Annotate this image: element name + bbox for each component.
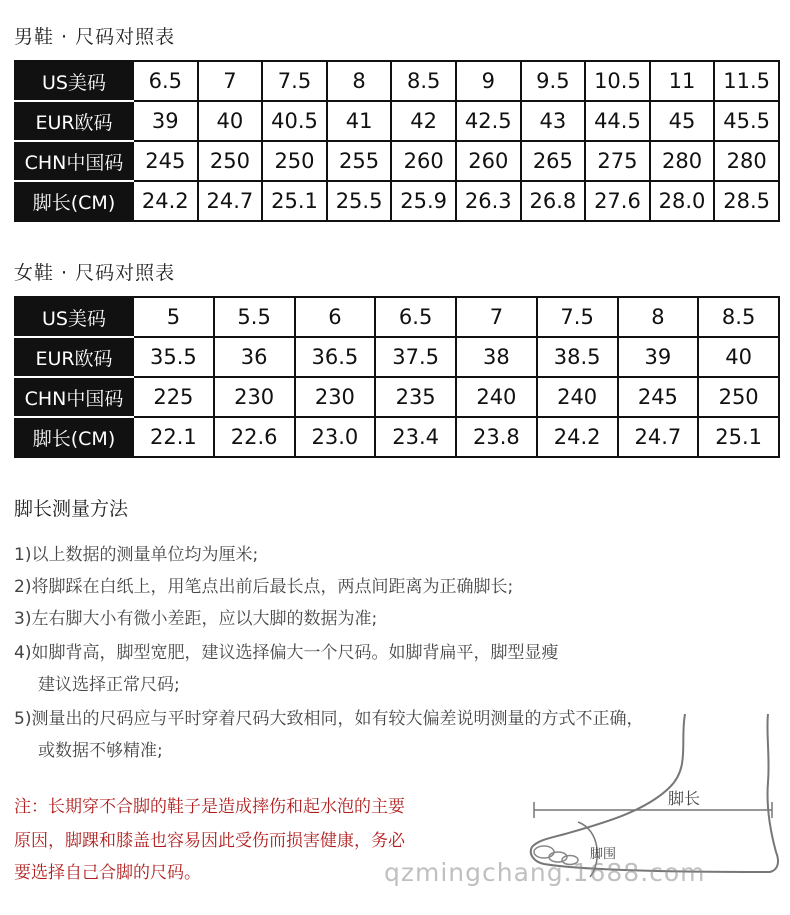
table-cell: 22.1 (133, 417, 214, 457)
row-header: CHN中国码 (15, 377, 133, 417)
table-cell: 240 (456, 377, 537, 417)
table-cell: 45.5 (714, 101, 779, 141)
table-row (15, 141, 779, 181)
table-cell: 38 (456, 337, 537, 377)
method-line: 1)以上数据的测量单位均为厘米; (14, 545, 259, 565)
table-cell: 225 (133, 377, 214, 417)
table-cell: 22.6 (214, 417, 295, 457)
table-cell: 250 (698, 377, 779, 417)
table-row (15, 181, 779, 221)
table-cell: 26.3 (456, 181, 521, 221)
measure-method-title: 脚长测量方法 (14, 498, 129, 520)
table-cell: 7 (198, 61, 263, 101)
table-cell: 25.9 (391, 181, 456, 221)
foot-length-label: 脚长 (668, 791, 701, 808)
table-cell: 23.0 (295, 417, 376, 457)
watermark: qzmingchang.1688.com (384, 858, 706, 887)
table-cell: 35.5 (133, 337, 214, 377)
table-cell: 8 (618, 297, 699, 337)
table-cell: 45 (650, 101, 715, 141)
table-cell: 7 (456, 297, 537, 337)
table-row (15, 337, 779, 377)
table-cell: 7.5 (262, 61, 327, 101)
table-cell: 245 (618, 377, 699, 417)
table-cell: 6.5 (133, 61, 198, 101)
table-cell: 250 (262, 141, 327, 181)
method-line: 3)左右脚大小有微小差距，应以大脚的数据为准; (14, 609, 378, 629)
table-cell: 27.6 (585, 181, 650, 221)
table-row (15, 377, 779, 417)
method-line: 或数据不够精准; (38, 741, 163, 761)
table-cell: 40 (698, 337, 779, 377)
table-cell: 42 (391, 101, 456, 141)
table-cell: 260 (456, 141, 521, 181)
table-cell: 5.5 (214, 297, 295, 337)
table-cell: 260 (391, 141, 456, 181)
table-cell: 6 (295, 297, 376, 337)
table-cell: 36 (214, 337, 295, 377)
table-cell: 39 (618, 337, 699, 377)
table-cell: 8.5 (391, 61, 456, 101)
table-cell: 10.5 (585, 61, 650, 101)
table-cell: 25.5 (327, 181, 392, 221)
table-cell: 7.5 (537, 297, 618, 337)
table-cell: 25.1 (698, 417, 779, 457)
row-header: US美码 (15, 61, 133, 101)
table-row (15, 417, 779, 457)
table-cell: 275 (585, 141, 650, 181)
table-cell: 25.1 (262, 181, 327, 221)
table-cell: 39 (133, 101, 198, 141)
foot-girth-label: 脚围 (590, 846, 617, 861)
note-line: 注：长期穿不合脚的鞋子是造成摔伤和起水泡的主要 (14, 797, 405, 817)
row-header: 脚长(CM) (15, 181, 133, 221)
table-cell: 9.5 (521, 61, 586, 101)
table-cell: 26.8 (521, 181, 586, 221)
method-line: 建议选择正常尺码; (38, 675, 180, 695)
foot-outline (531, 714, 778, 872)
table-cell: 255 (327, 141, 392, 181)
table-cell: 280 (650, 141, 715, 181)
table-cell: 235 (375, 377, 456, 417)
table-cell: 40 (198, 101, 263, 141)
table-cell: 40.5 (262, 101, 327, 141)
table-cell: 23.8 (456, 417, 537, 457)
toe-shape (534, 846, 554, 858)
table-cell: 5 (133, 297, 214, 337)
table-cell: 37.5 (375, 337, 456, 377)
row-header: US美码 (15, 297, 133, 337)
note-line: 原因，脚踝和膝盖也容易因此受伤而损害健康，务必 (14, 831, 405, 851)
table-cell: 42.5 (456, 101, 521, 141)
table-cell: 24.7 (198, 181, 263, 221)
table-cell: 245 (133, 141, 198, 181)
table-cell: 240 (537, 377, 618, 417)
table-cell: 9 (456, 61, 521, 101)
table-cell: 24.7 (618, 417, 699, 457)
row-header: CHN中国码 (15, 141, 133, 181)
table-cell: 230 (214, 377, 295, 417)
row-header: EUR欧码 (15, 101, 133, 141)
table-cell: 24.2 (133, 181, 198, 221)
table-row (15, 61, 779, 101)
table-cell: 280 (714, 141, 779, 181)
table-cell: 6.5 (375, 297, 456, 337)
row-header: 脚长(CM) (15, 417, 133, 457)
table-cell: 23.4 (375, 417, 456, 457)
men-size-table (14, 60, 780, 222)
table-cell: 28.0 (650, 181, 715, 221)
table-cell: 8.5 (698, 297, 779, 337)
table-cell: 250 (198, 141, 263, 181)
table-cell: 265 (521, 141, 586, 181)
table-cell: 44.5 (585, 101, 650, 141)
table-cell: 38.5 (537, 337, 618, 377)
table-cell: 8 (327, 61, 392, 101)
method-line: 5)测量出的尺码应与平时穿着尺码大致相同，如有较大偏差说明测量的方式不正确， (14, 709, 644, 729)
method-line: 4)如脚背高，脚型宽肥，建议选择偏大一个尺码。如脚背扁平，脚型显瘦 (14, 643, 559, 663)
men-section-title: 男鞋 · 尺码对照表 (14, 26, 176, 48)
table-cell: 11 (650, 61, 715, 101)
women-size-table (14, 296, 780, 458)
table-cell: 28.5 (714, 181, 779, 221)
table-cell: 11.5 (714, 61, 779, 101)
table-cell: 230 (295, 377, 376, 417)
note-line: 要选择自己合脚的尺码。 (14, 863, 201, 883)
row-header: EUR欧码 (15, 337, 133, 377)
method-line: 2)将脚踩在白纸上，用笔点出前后最长点，两点间距离为正确脚长; (14, 577, 514, 597)
table-cell: 43 (521, 101, 586, 141)
table-row (15, 297, 779, 337)
table-cell: 41 (327, 101, 392, 141)
table-cell: 36.5 (295, 337, 376, 377)
table-cell: 24.2 (537, 417, 618, 457)
women-section-title: 女鞋 · 尺码对照表 (14, 262, 176, 284)
table-row (15, 101, 779, 141)
